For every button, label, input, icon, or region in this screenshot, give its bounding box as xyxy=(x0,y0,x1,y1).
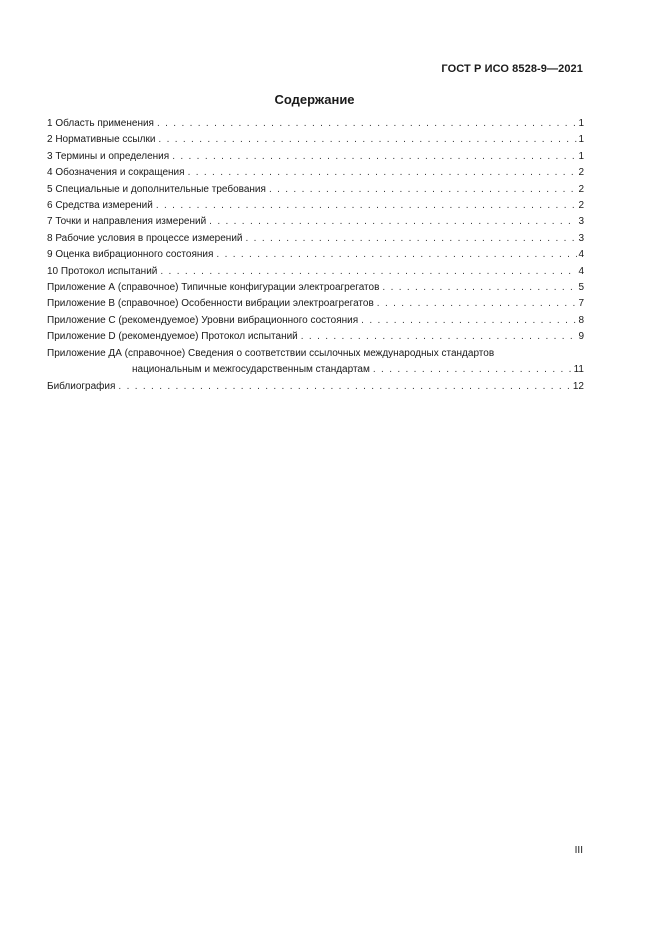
toc-entry[interactable] xyxy=(47,329,584,345)
page-number: III xyxy=(574,845,583,856)
toc-entry-page: 3 xyxy=(578,232,584,244)
toc-entry-page: 9 xyxy=(578,331,584,343)
toc-leader-dots xyxy=(157,116,577,132)
toc-leader-dots xyxy=(361,313,577,329)
toc-entry[interactable] xyxy=(47,149,584,165)
toc-entry-annex-da[interactable] xyxy=(47,346,584,379)
toc-entry-page: 11 xyxy=(573,364,584,376)
toc-entry[interactable] xyxy=(47,165,584,181)
toc-entry-bibliography[interactable] xyxy=(47,379,584,395)
toc-entry[interactable] xyxy=(47,214,584,230)
toc-leader-dots xyxy=(209,214,577,230)
toc-leader-dots xyxy=(118,379,571,395)
toc-leader-dots xyxy=(156,198,578,214)
toc-entry-page: 1 xyxy=(578,118,584,129)
toc-entry[interactable] xyxy=(47,132,584,148)
toc-entry-label: 5 Специальные и дополнительные требования xyxy=(47,183,266,195)
toc-entry[interactable] xyxy=(47,280,584,296)
toc-entry-label: 6 Средства измерений xyxy=(47,200,153,212)
toc-entry-page: 7 xyxy=(578,298,584,310)
toc-entry[interactable] xyxy=(47,247,584,263)
toc-entry[interactable] xyxy=(47,264,584,280)
toc-entry-label: 3 Термины и определения xyxy=(47,150,170,162)
toc-entry[interactable] xyxy=(47,296,584,312)
toc-entry-page: 8 xyxy=(578,314,584,326)
toc-entry-label: Приложение А (справочное) Типичные конфигурации электроагрегатов xyxy=(47,282,380,294)
toc-entry[interactable] xyxy=(47,231,584,247)
toc-entry-page: 2 xyxy=(578,200,584,212)
toc-leader-dots xyxy=(377,296,578,312)
toc-entry-page: 1 xyxy=(578,134,584,146)
toc-entry-page: 2 xyxy=(578,183,584,195)
toc-title: Содержание xyxy=(274,92,355,107)
toc-entry-label: Приложение С (рекомендуемое) Уровни вибрационного состояния xyxy=(47,314,359,326)
toc-leader-dots xyxy=(188,165,578,181)
toc-leader-dots xyxy=(269,182,578,198)
toc-entry-page: 4 xyxy=(578,265,584,277)
toc-entry-label: Приложение D (рекомендуемое) Протокол испытаний xyxy=(47,331,298,343)
toc-entry[interactable] xyxy=(47,116,584,132)
toc-leader-dots xyxy=(158,132,577,148)
table-of-contents xyxy=(47,116,584,395)
document-header-code: ГОСТ Р ИСО 8528-9—2021 xyxy=(441,63,583,75)
toc-entry[interactable] xyxy=(47,198,584,214)
toc-leader-dots xyxy=(172,149,577,165)
toc-entry-page: 5 xyxy=(578,282,584,294)
toc-entry-label: 10 Протокол испытаний xyxy=(47,265,158,277)
toc-entry-page: 1 xyxy=(578,150,584,162)
toc-entry-page: 12 xyxy=(572,380,584,392)
toc-leader-dots xyxy=(301,329,578,345)
toc-entry-label: 7 Точки и направления измерений xyxy=(47,216,207,228)
toc-entry-continuation xyxy=(47,362,584,378)
toc-entry-page: 4 xyxy=(578,249,584,261)
toc-entry[interactable] xyxy=(47,313,584,329)
toc-entry-label: Библиография xyxy=(47,380,116,392)
toc-entry-label: 2 Нормативные ссылки xyxy=(47,134,156,146)
toc-leader-dots xyxy=(216,247,577,263)
toc-entry[interactable] xyxy=(47,182,584,198)
toc-entry-label-cont: национальным и межгосударственным стандартам xyxy=(132,364,370,376)
toc-entry-label: Приложение ДА (справочное) Сведения о соответствии ссылочных международных стандартов xyxy=(47,347,495,359)
toc-entry-page: 2 xyxy=(578,167,584,179)
toc-leader-dots xyxy=(373,362,573,378)
toc-entry-label: 1 Область применения xyxy=(47,118,154,129)
toc-leader-dots xyxy=(246,231,578,247)
toc-leader-dots xyxy=(382,280,577,296)
toc-entry-label: Приложение В (справочное) Особенности вибрации электроагрегатов xyxy=(47,298,374,310)
toc-entry-label: 8 Рабочие условия в процессе измерений xyxy=(47,232,243,244)
toc-entry-page: 3 xyxy=(578,216,584,228)
toc-entry-label: 4 Обозначения и сокращения xyxy=(47,167,185,179)
toc-entry-label: 9 Оценка вибрационного состояния xyxy=(47,249,214,261)
toc-leader-dots xyxy=(160,264,577,280)
